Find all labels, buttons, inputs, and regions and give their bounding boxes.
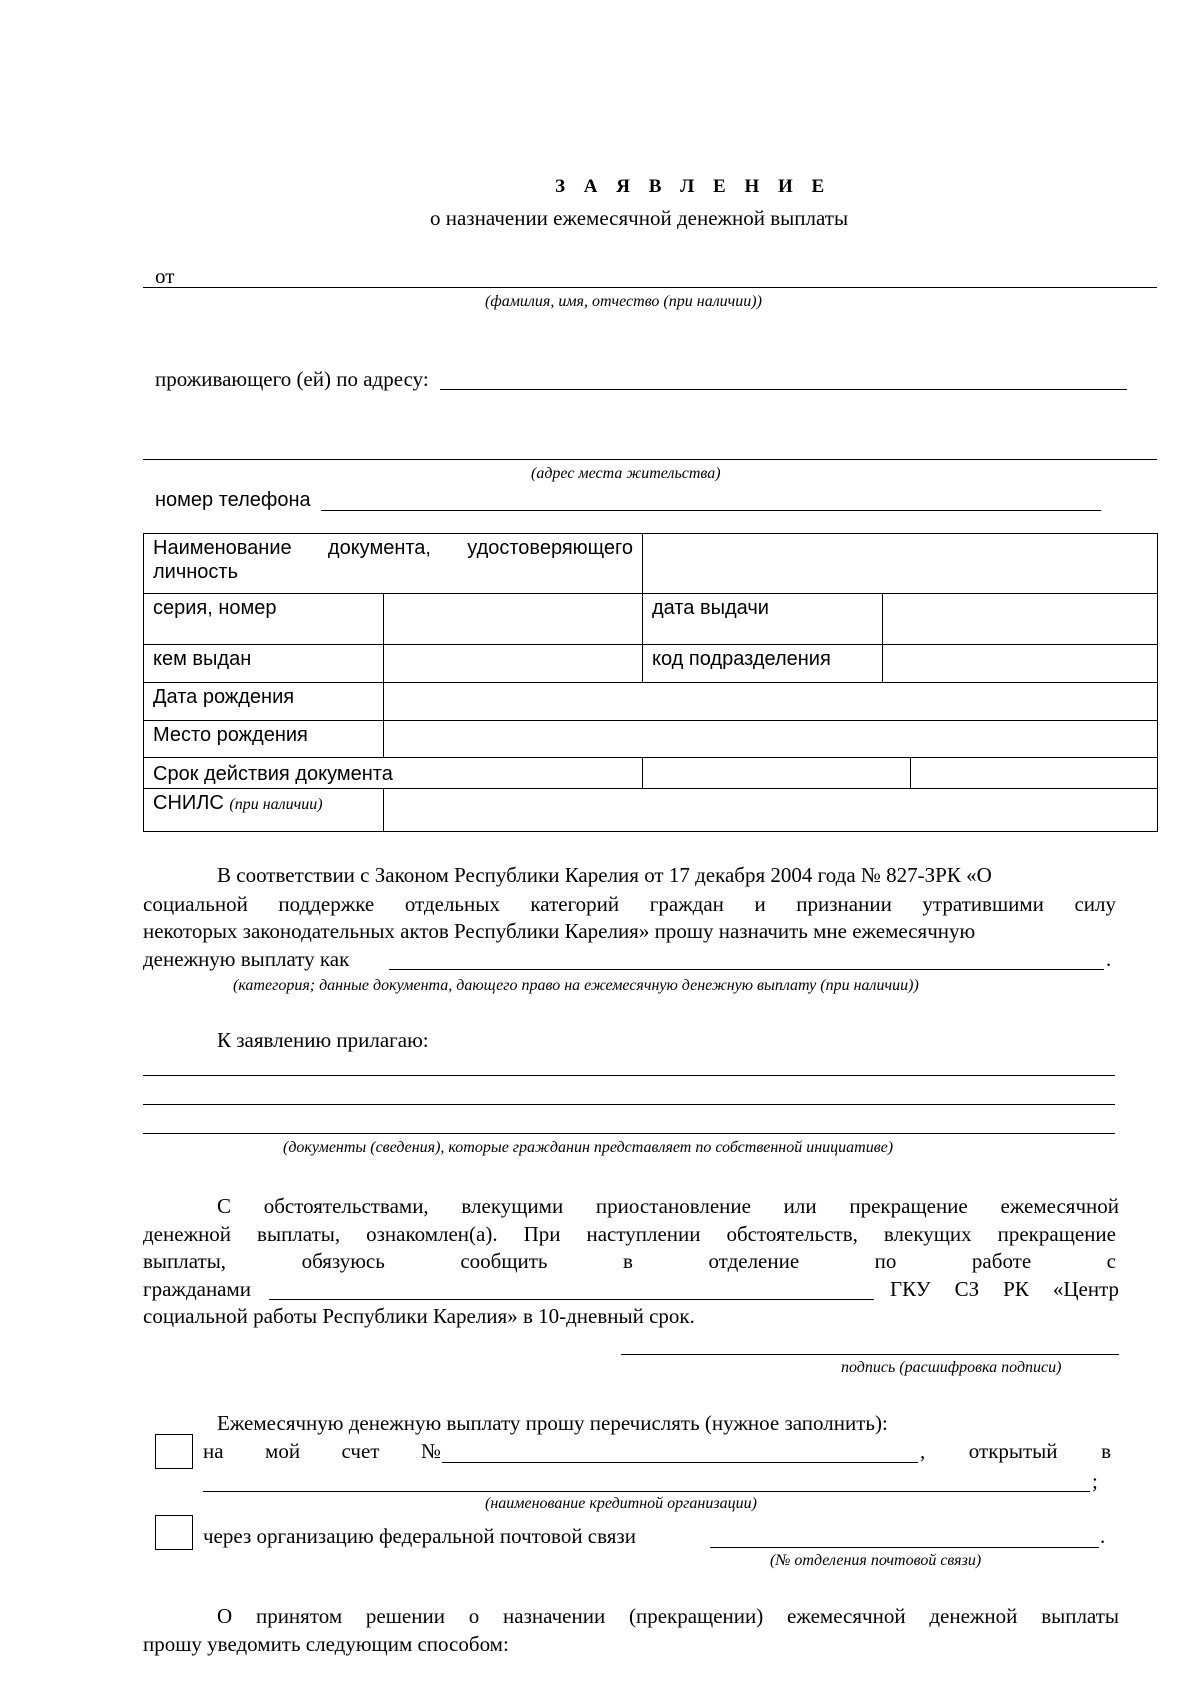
- page-subtitle: о назначении ежемесячной денежной выплаты: [430, 206, 849, 230]
- post-option-label: через организацию федеральной почтовой связи: [203, 1524, 636, 1548]
- doc-name-label: Наименование документа, удостоверяющего личность: [144, 534, 643, 594]
- account-line-label: на мой счет №: [203, 1439, 441, 1463]
- department-field[interactable]: [269, 1299, 874, 1300]
- law-paragraph-line2: социальной поддержке отдельных категорий граждан и признании утратившими силу: [143, 892, 1116, 916]
- address-field-line2[interactable]: [143, 459, 1157, 460]
- notification-line1: О принятом решении о назначении (прекращении) ежемесячной денежной выплаты: [217, 1604, 1119, 1628]
- issued-by-cell[interactable]: [384, 645, 643, 683]
- circumstances-line1: С обстоятельствами, влекущими приостановление или прекращение ежемесячной: [217, 1194, 1119, 1218]
- bank-caption: (наименование кредитной организации): [485, 1495, 757, 1512]
- address-caption: (адрес места жительства): [531, 465, 721, 482]
- page-title: З А Я В Л Е Н И Е: [555, 176, 832, 197]
- name-caption: (фамилия, имя, отчество (при наличии)): [485, 293, 762, 310]
- issue-date-label: дата выдачи: [643, 594, 883, 645]
- division-code-label: код подразделения: [643, 645, 883, 683]
- phone-label: номер телефона: [155, 489, 311, 511]
- circumstances-line5: социальной работы Республики Карелия» в 10-дневный срок.: [143, 1304, 695, 1328]
- series-number-label: серия, номер: [144, 594, 384, 645]
- post-caption: (№ отделения почтовой связи): [770, 1552, 982, 1569]
- issue-date-cell[interactable]: [883, 594, 1158, 645]
- post-office-field[interactable]: [710, 1547, 1099, 1548]
- category-end-dot: .: [1106, 947, 1112, 971]
- attachments-field-1[interactable]: [143, 1075, 1115, 1076]
- validity-to-cell[interactable]: [911, 758, 1158, 789]
- phone-field[interactable]: [321, 510, 1101, 511]
- issued-by-label: кем выдан: [144, 645, 384, 683]
- post-checkbox[interactable]: [155, 1515, 193, 1550]
- birth-date-label: Дата рождения: [144, 683, 384, 721]
- account-number-field[interactable]: [442, 1462, 918, 1463]
- category-caption: (категория; данные документа, дающего право на ежемесячную денежную выплату (при наличии)): [233, 977, 919, 994]
- notification-line2: прошу уведомить следующим способом:: [143, 1632, 509, 1656]
- birth-place-cell[interactable]: [384, 721, 1158, 758]
- circumstances-line4-end: ГКУ СЗ РК «Центр: [890, 1277, 1119, 1301]
- law-paragraph-line3: некоторых законодательных актов Республики Карелия» прошу назначить мне ежемесячную: [143, 919, 976, 943]
- snils-cell[interactable]: [384, 789, 1158, 832]
- circumstances-line4-start: гражданами: [143, 1277, 252, 1301]
- attachments-field-3[interactable]: [143, 1133, 1115, 1134]
- circumstances-line2: денежной выплаты, ознакомлен(а). При наступлении обстоятельств, влекущих прекращение: [143, 1222, 1116, 1246]
- birth-place-label: Место рождения: [144, 721, 384, 758]
- bank-semicolon: ;: [1092, 1469, 1098, 1493]
- law-paragraph-line4: денежную выплату как: [143, 947, 350, 971]
- series-number-cell[interactable]: [384, 594, 643, 645]
- bank-name-field[interactable]: [203, 1491, 1090, 1492]
- category-field[interactable]: [389, 969, 1104, 970]
- division-code-cell[interactable]: [883, 645, 1158, 683]
- attachments-field-2[interactable]: [143, 1104, 1115, 1105]
- circumstances-line3: выплаты, обязуюсь сообщить в отделение по работе с: [143, 1249, 1116, 1273]
- signature-field[interactable]: [621, 1354, 1119, 1355]
- doc-name-cell[interactable]: [643, 534, 1158, 594]
- attachments-label: К заявлению прилагаю:: [217, 1028, 429, 1052]
- attachments-caption: (документы (сведения), которые гражданин представляет по собственной инициативе): [283, 1139, 894, 1156]
- law-paragraph-line1: В соответствии с Законом Республики Карелия от 17 декабря 2004 года № 827-ЗРК «О: [217, 863, 992, 887]
- snils-label: СНИЛС (при наличии): [144, 789, 384, 832]
- post-end-dot: .: [1100, 1524, 1106, 1548]
- payment-label: Ежемесячную денежную выплату прошу перечислять (нужное заполнить):: [217, 1411, 888, 1435]
- validity-from-cell[interactable]: [643, 758, 911, 789]
- id-document-table: [143, 533, 1158, 832]
- account-checkbox[interactable]: [155, 1434, 193, 1469]
- signature-caption: подпись (расшифровка подписи): [841, 1359, 1062, 1376]
- validity-label: Срок действия документа: [144, 758, 643, 789]
- name-field[interactable]: [143, 287, 1157, 288]
- opened-in-label: , открытый в: [920, 1439, 1111, 1463]
- address-field[interactable]: [440, 389, 1127, 390]
- from-label: от: [155, 264, 175, 288]
- address-label: проживающего (ей) по адресу:: [155, 367, 429, 391]
- birth-date-cell[interactable]: [384, 683, 1158, 721]
